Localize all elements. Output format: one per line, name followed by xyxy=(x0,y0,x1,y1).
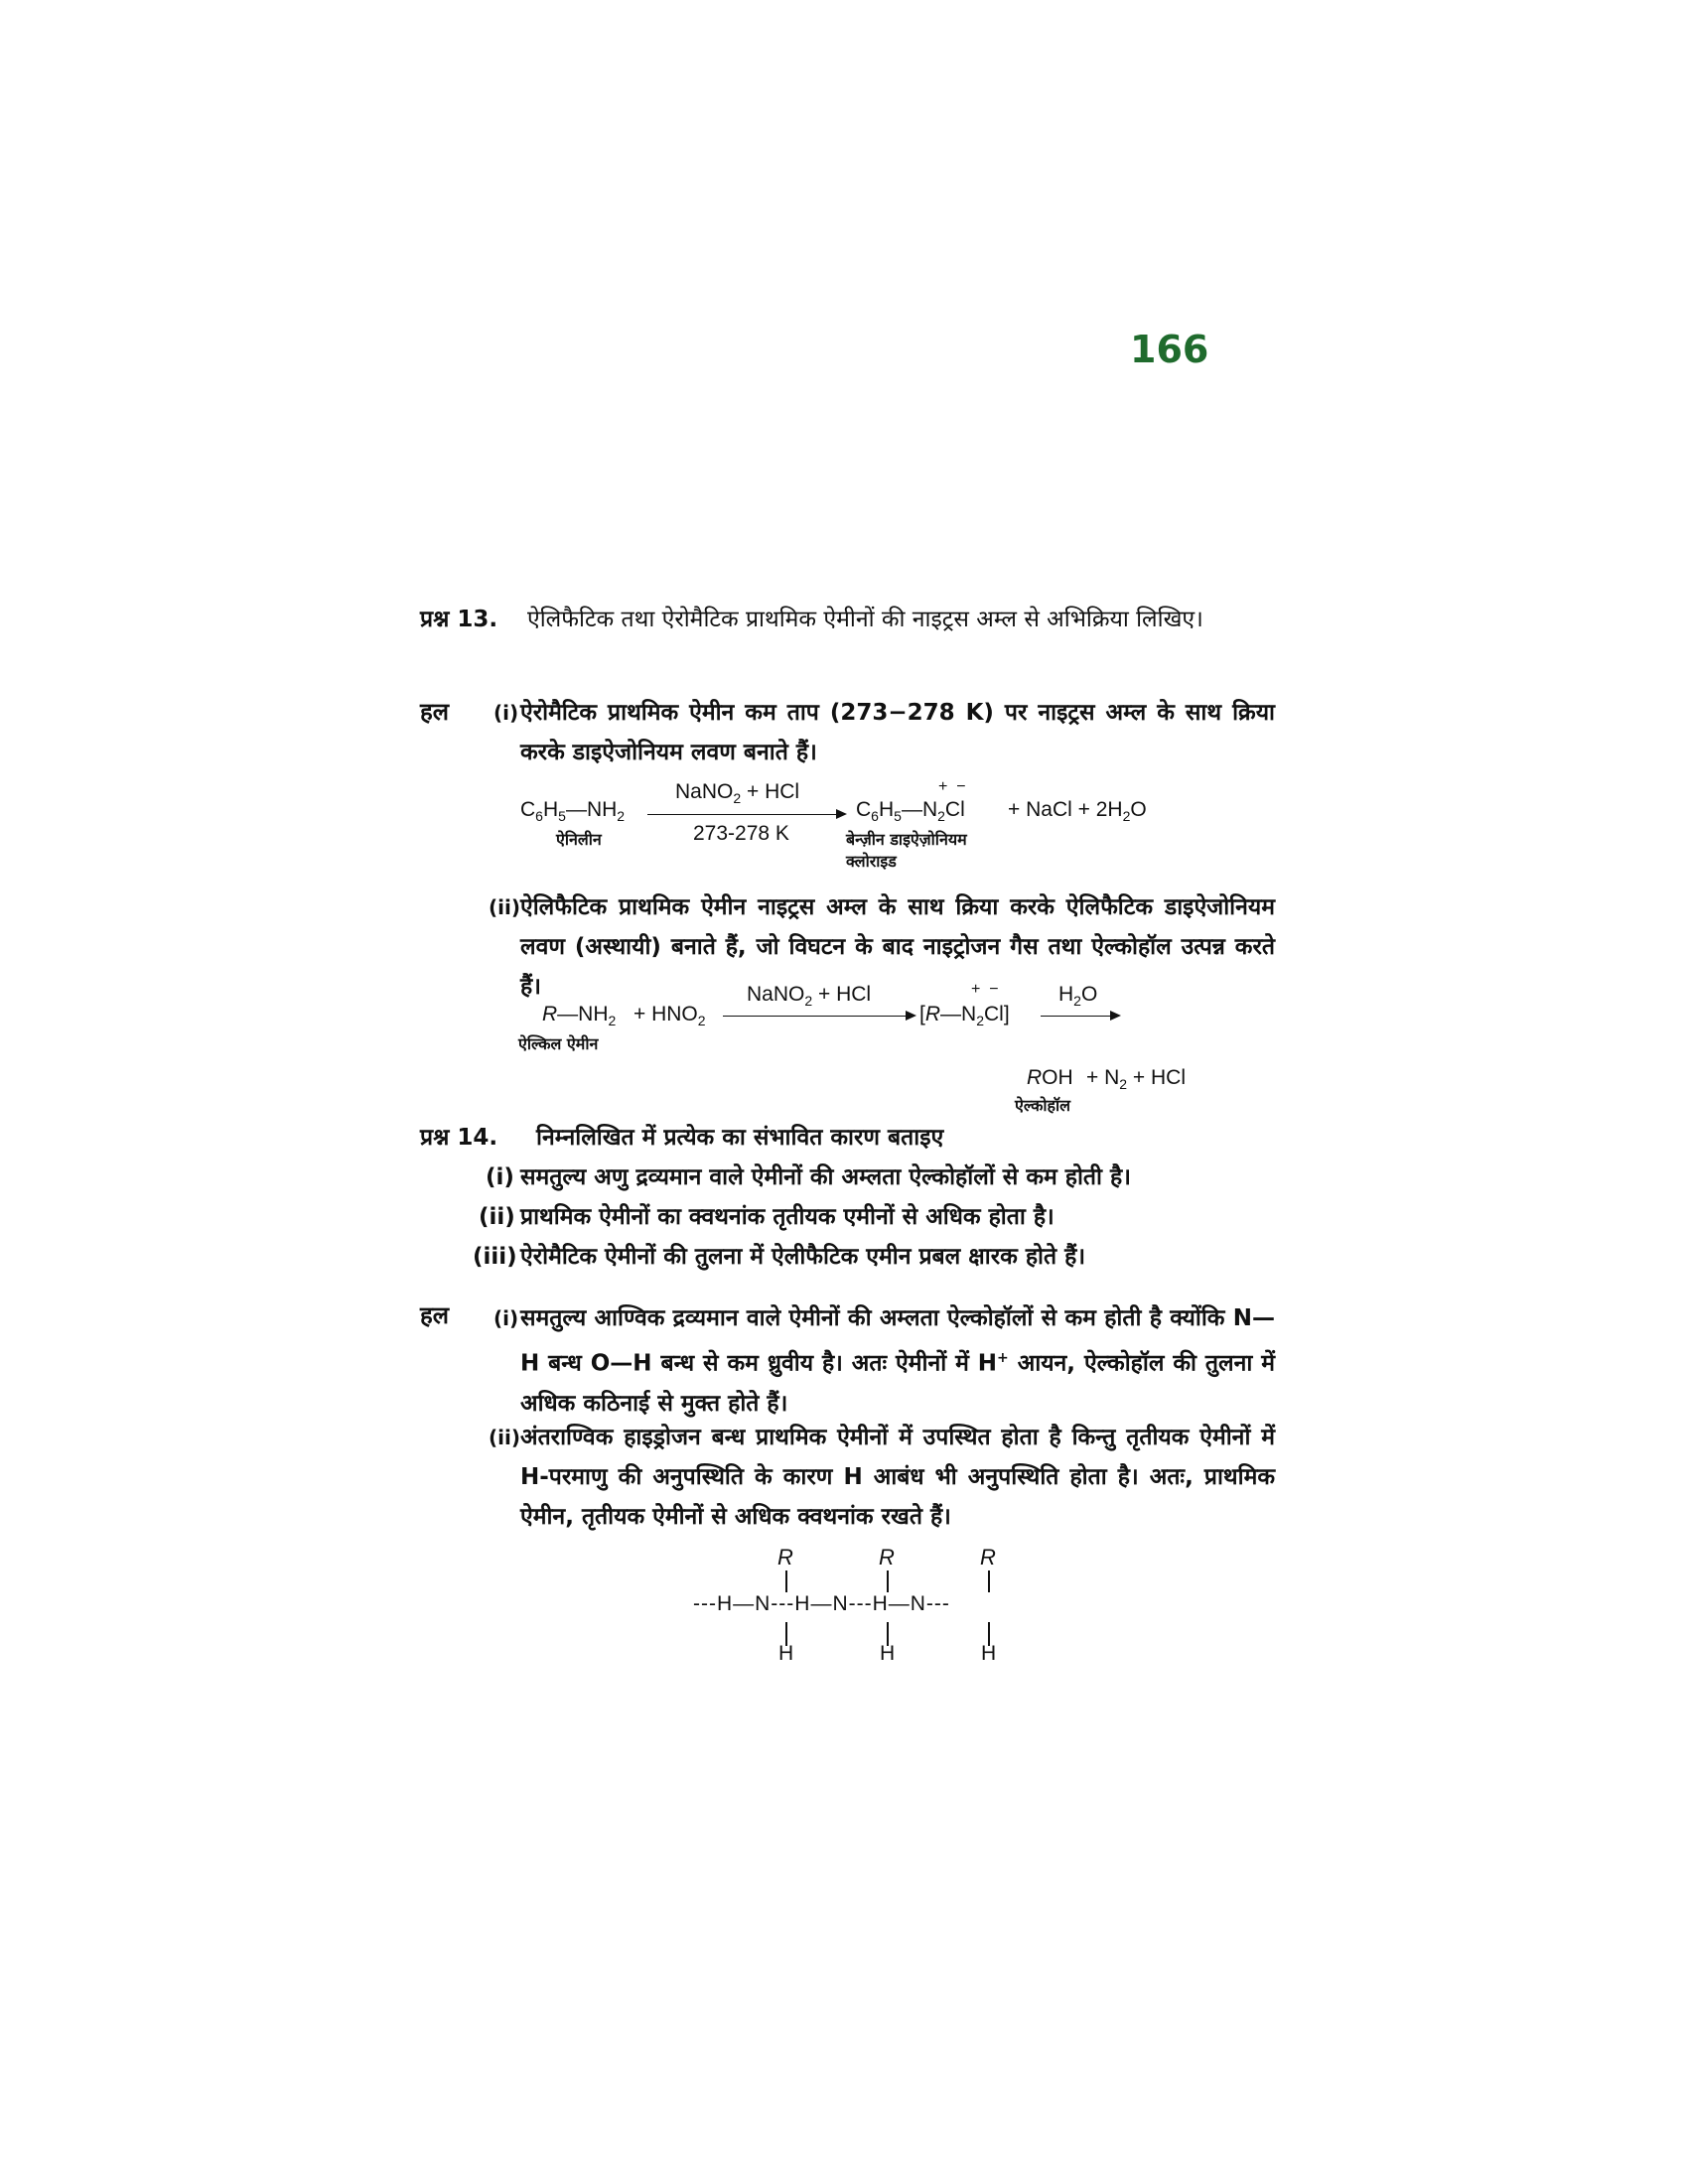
hbond-r-3: R xyxy=(980,1545,996,1570)
question-13-label: प्रश्न 13. xyxy=(420,607,498,632)
question-14-item-2-text: प्राथमिक ऐमीनों का क्वथनांक तृतीयक एमीनों से अधिक होता है। xyxy=(520,1204,1055,1230)
eq2-reactant: $R—NH_2$ xyxy=(542,1003,617,1029)
eq2-plus-reagent: + $HNO_2$ xyxy=(633,1003,706,1029)
answer-13-part2-text: ऐलिफैटिक प्राथमिक ऐमीन नाइट्रस अम्ल के साथ क्रिया करके ऐलिफैटिक डाइऐजोनियम लवण (अस्थायी) बनाते हैं, जो विघटन के बाद नाइट्रोजन गैस तथा ऐल्कोहॉल उत्पन्न करते हैं। xyxy=(520,894,1275,1000)
eq1-product-name-2: क्लोराइड xyxy=(846,852,897,871)
eq2-arrow2 xyxy=(1041,1016,1112,1017)
eq2-reagent2: $H_2O$ xyxy=(1058,983,1098,1010)
eq2-charges: + − xyxy=(971,981,999,998)
question-14-item-3-num: (iii) xyxy=(473,1244,517,1270)
question-14-intro: निम्नलिखित में प्रत्येक का संभावित कारण बताइए xyxy=(536,1125,944,1151)
question-14-item-1-num: (i) xyxy=(486,1164,514,1190)
eq2-product: ROH xyxy=(1027,1066,1073,1089)
answer-14-part2-text: अंतराण्विक हाइड्रोजन बन्ध प्राथमिक ऐमीनों में उपस्थित होता है किन्तु तृतीयक ऐमीनों में H-परमाणु की अनुपस्थिति के कारण H आबंध भी अनुपस्थिति होता है। अतः, प्राथमिक ऐमीन, तृतीयक ऐमीनों से अधिक क्वथनांक रखते हैं। xyxy=(520,1425,1275,1530)
answer-14-part2-num: (ii) xyxy=(489,1426,520,1449)
eq2-arrowhead2 xyxy=(1110,1011,1121,1021)
eq1-product-name-1: बेन्ज़ीन डाइऐज़ोनियम xyxy=(846,830,967,849)
eq2-intermediate: $[R—N_2Cl]$ xyxy=(919,1003,1010,1029)
eq2-reactant-name: ऐल्किल ऐमीन xyxy=(518,1034,599,1053)
eq1-byproducts: + NaCl + $2H_2O$ xyxy=(1008,798,1147,825)
question-13-text: ऐलिफैटिक तथा ऐरोमैटिक प्राथमिक ऐमीनों की नाइट्रस अम्ल से अभिक्रिया लिखिए। xyxy=(527,607,1203,632)
eq1-arrow xyxy=(647,814,838,815)
answer-14-label: हल xyxy=(420,1301,450,1329)
eq1-charges: + − xyxy=(938,778,966,795)
eq1-arrowhead xyxy=(836,809,847,819)
eq2-arrowhead xyxy=(906,1011,916,1021)
answer-13-part2-num: (ii) xyxy=(489,895,520,919)
eq1-product: $C_6H_5—N_2Cl$ xyxy=(856,798,965,825)
hbond-chain: ---H—N---H—N---H—N--- xyxy=(693,1592,950,1615)
answer-14-part1-num: (i) xyxy=(493,1306,519,1330)
page-number: 166 xyxy=(1130,328,1209,371)
question-14-item-2-num: (ii) xyxy=(479,1204,515,1230)
question-14-item-1-text: समतुल्य अणु द्रव्यमान वाले ऐमीनों की अम्लता ऐल्कोहॉलों से कम होती है। xyxy=(520,1164,1131,1190)
eq1-reactant-name: ऐनिलीन xyxy=(556,830,602,849)
question-14-item-3-text: ऐरोमैटिक ऐमीनों की तुलना में ऐलीफैटिक एमीन प्रबल क्षारक होते हैं। xyxy=(520,1244,1086,1270)
answer-13-label: हल xyxy=(420,698,450,726)
hbond-h-1: H xyxy=(778,1642,794,1665)
answer-13-part1-num: (i) xyxy=(493,701,519,725)
eq2-product-name: ऐल्कोहॉल xyxy=(1015,1096,1070,1115)
eq2-reagent-top: NaNO$_2$ + HCl xyxy=(747,983,872,1010)
eq2-byproducts: + $N_2$ + HCl xyxy=(1086,1066,1186,1093)
eq1-reagent-top: NaNO$_2$ + HCl xyxy=(675,780,800,807)
eq1-reagent-bottom: 273-278 K xyxy=(693,822,789,845)
eq2-arrow xyxy=(723,1016,908,1017)
answer-14-part1-text: समतुल्य आण्विक द्रव्यमान वाले ऐमीनों की अम्लता ऐल्कोहॉलों से कम होती है क्योंकि N—H बन्ध O—H बन्ध से कम ध्रुवीय है। अतः ऐमीनों में H+ आयन, ऐल्कोहॉल की तुलना में अधिक कठिनाई से मुक्त होते हैं। xyxy=(520,1305,1275,1417)
hbond-h-3: H xyxy=(981,1642,997,1665)
hbond-r-1: R xyxy=(777,1545,793,1570)
hbond-h-2: H xyxy=(880,1642,896,1665)
eq1-reactant: $C_6H_5—NH_2$ xyxy=(520,798,626,825)
question-14-label: प्रश्न 14. xyxy=(420,1125,498,1151)
hbond-r-2: R xyxy=(879,1545,895,1570)
answer-13-part1-text: ऐरोमैटिक प्राथमिक ऐमीन कम ताप (273−278 K) पर नाइट्रस अम्ल के साथ क्रिया करके डाइऐजोनियम लवण बनाते हैं। xyxy=(520,700,1275,765)
